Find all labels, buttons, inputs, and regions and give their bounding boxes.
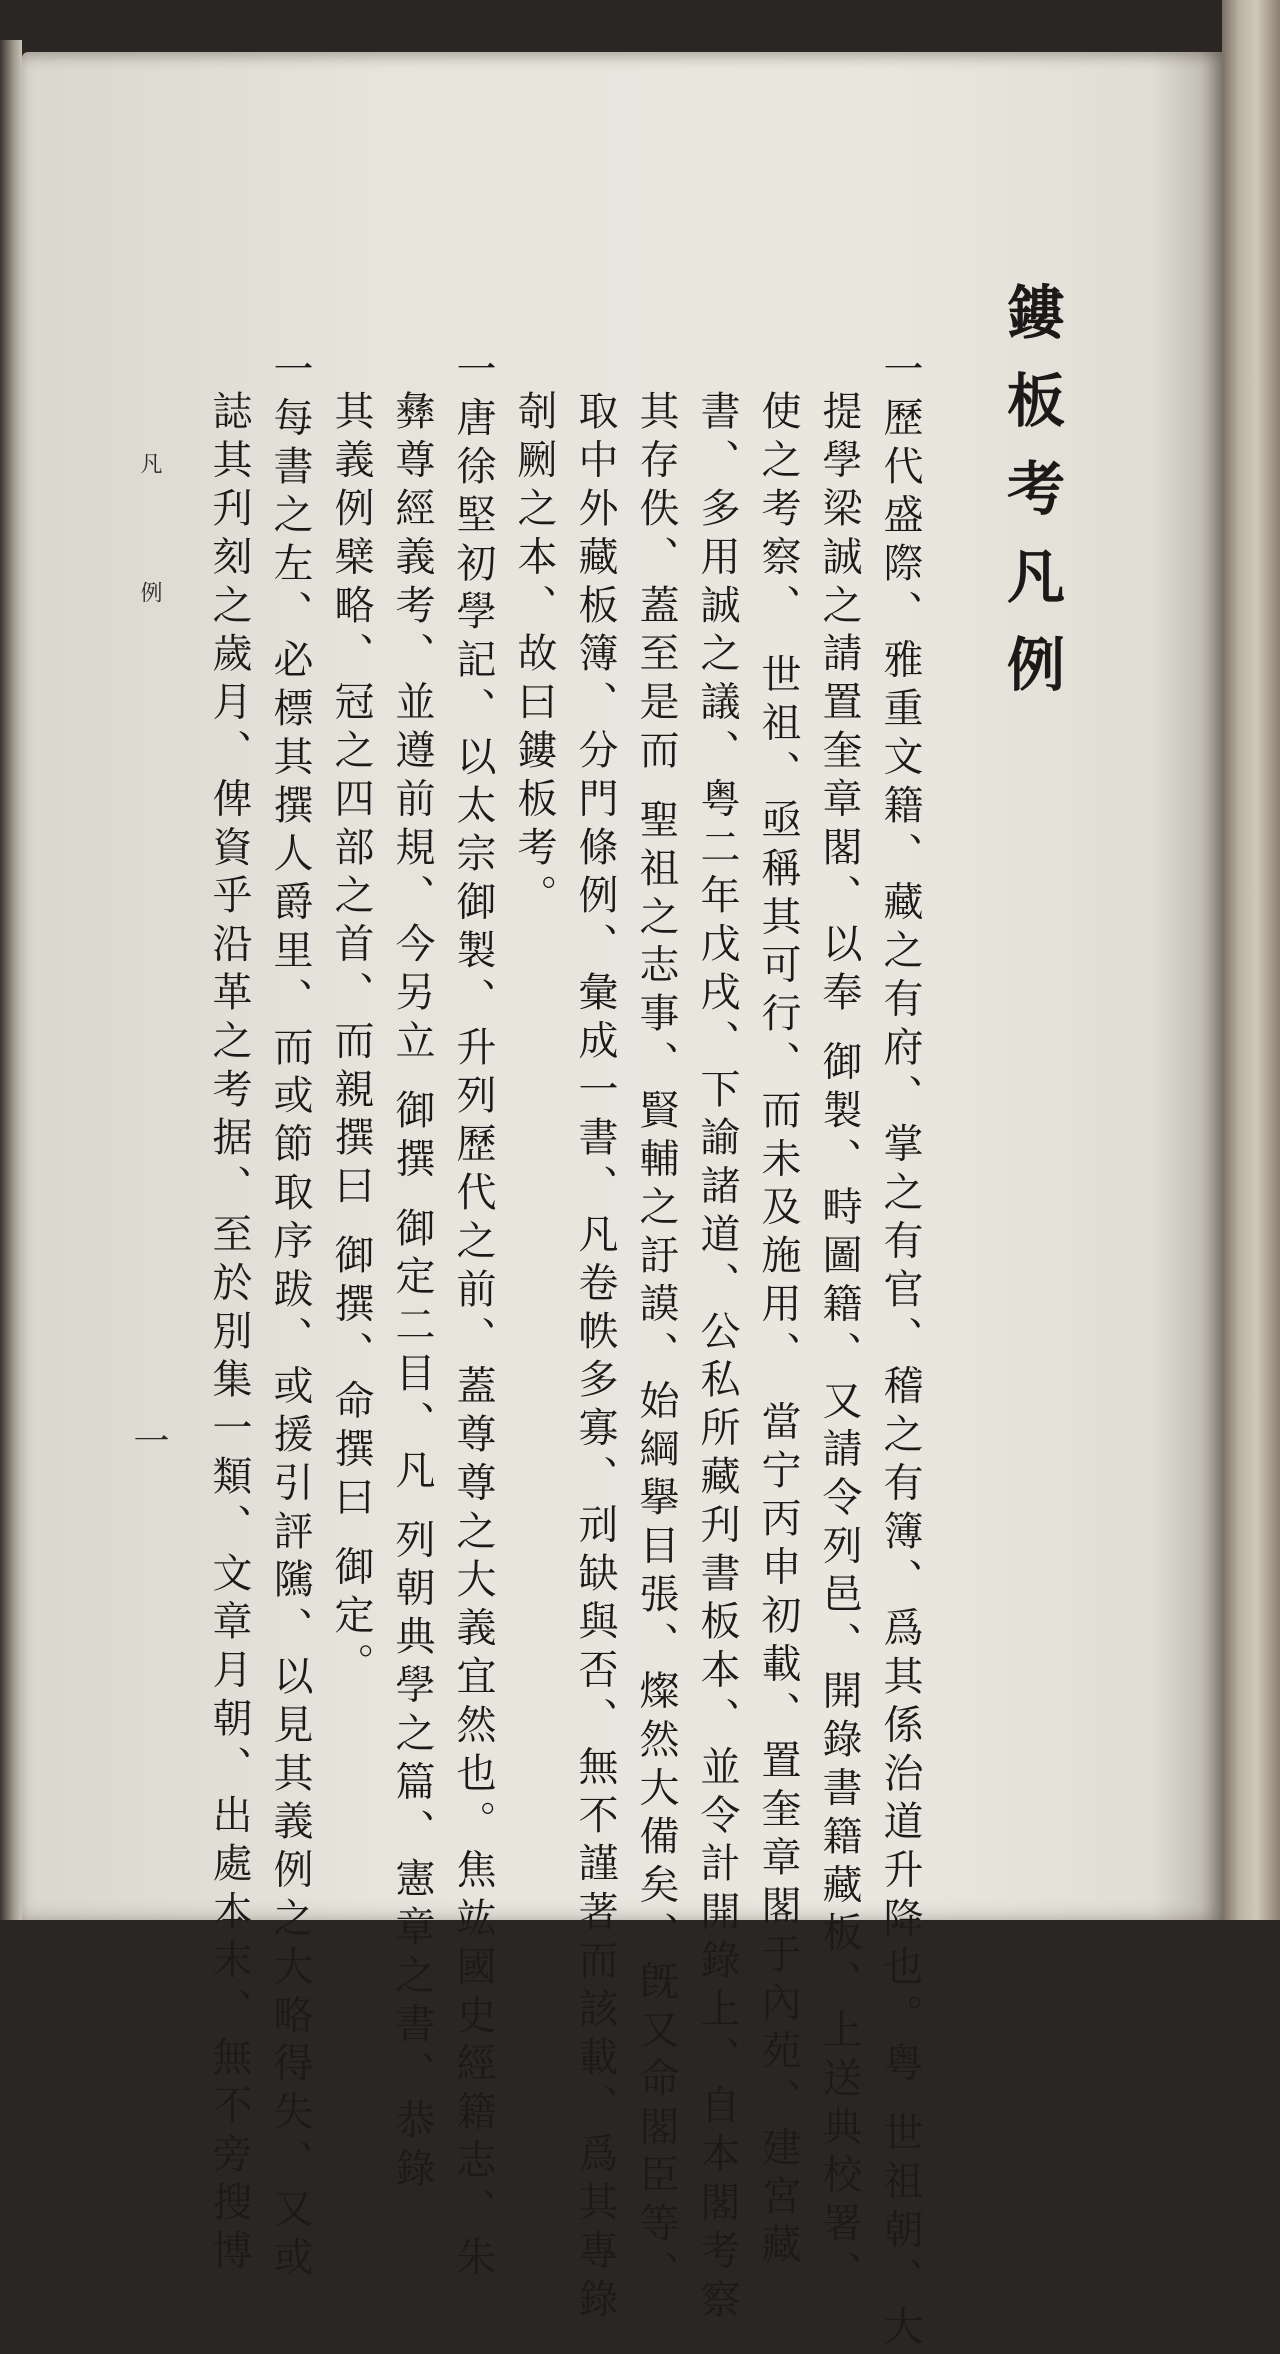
section-label-footer: 凡 例: [137, 452, 162, 653]
text-column-3: 使之考察、 世祖、亟稱其可行、而未及施用、 當宁丙申初載、置奎章閣于內苑、建宮藏: [755, 390, 801, 2272]
text-column-5: 其存佚、蓋至是而 聖祖之志事、賢輔之訏謨、始綱擧目張、燦然大備矣、旣又命閣臣等、: [633, 390, 679, 2299]
text-column-4: 書、多用誠之議、粤二年戊戌、下諭諸道、公私所藏刋書板本、並令計開錄上、自本閣考察: [694, 390, 740, 2326]
page-number: 一: [128, 1422, 169, 1458]
text-column-9: 彝尊經義考、並遵前規、今另立 御撰 御定二目、凡 列朝典學之篇、憲章之書、恭錄: [389, 390, 435, 2196]
right-page-edge: [1222, 0, 1280, 1920]
text-column-10: 其義例檗略、冠之四部之首、而親撰曰 御撰、命撰曰 御定。: [328, 390, 374, 1691]
left-page-edge: [0, 40, 22, 1920]
text-column-6: 取中外藏板簿、分門條例、彙成一書、凡卷帙多寡、刓缺與否、無不謹著而該載、爲其專錄: [572, 390, 618, 2326]
text-column-8: 一唐徐堅初學記、以太宗御製、升列歷代之前、蓋尊尊之大義宜然也。焦竑國史經籍志、朱: [450, 348, 496, 2284]
text-column-1: 一歷代盛際、雅重文籍、藏之有府、掌之有官、稽之有簿、爲其係治道升降也。粤 世祖朝、大: [877, 348, 923, 2354]
text-column-12: 誌其刋刻之歲月、俾資乎沿革之考据、至於別集一類、文章月朝、出處本末、無不旁搜博: [206, 390, 252, 2278]
page-title: 鏤板考凡例: [997, 282, 1065, 722]
book-page: [22, 52, 1222, 2354]
text-column-11: 一每書之左、必標其撰人爵里、而或節取序跋、或援引評隲、以見其義例之大略得失、又或: [267, 348, 313, 2284]
text-column-2: 提學梁誠之請置奎章閣、以奉 御製、畤圖籍、又請令列邑、開錄書籍藏板、上送典校署、: [816, 390, 862, 2299]
page-gutter-shadow: [1152, 52, 1222, 1920]
text-column-7: 剞劂之本、故曰鏤板考。: [511, 390, 557, 923]
